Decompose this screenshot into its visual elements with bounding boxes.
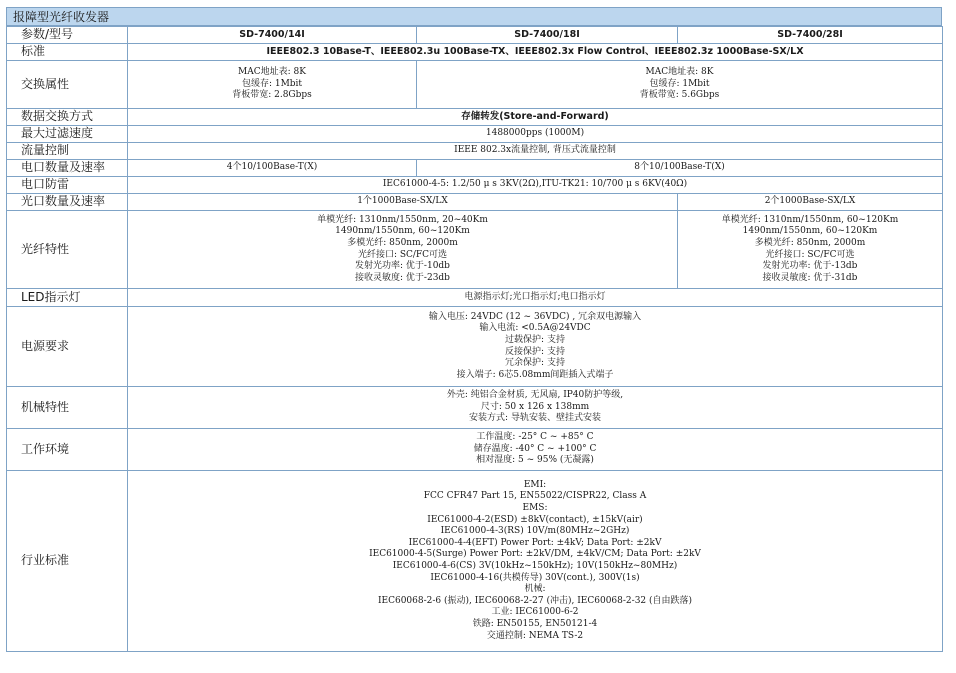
fiber-right — [678, 211, 943, 289]
row-flow-control — [7, 143, 943, 160]
model-18i: SD-7400/18I — [417, 27, 678, 44]
text-line: 单模光纤: 1310nm/1550nm, 60~120Km — [721, 214, 899, 225]
text-line: 光纤接口: SC/FC可选 — [357, 249, 448, 260]
row-filter-rate — [7, 126, 943, 143]
row-eport — [7, 160, 943, 177]
text-line: 单模光纤: 1310nm/1550nm, 20~40Km — [317, 214, 488, 225]
text-line: 接收灵敏度: 优于-23db — [355, 272, 450, 283]
text-line: 外壳: 纯铝合金材质, 无风扇, IP40防护等级, — [446, 390, 624, 401]
text-line: 发射光功率: 优于-13db — [762, 261, 858, 272]
row-standard — [7, 44, 943, 61]
switching-right — [417, 61, 943, 109]
text-line: 背板带宽: 2.8Gbps — [232, 90, 312, 101]
row-environment — [7, 429, 943, 471]
text-line: IEC61000-4-3(RS) 10V/m(80MHz~2GHz) — [440, 526, 630, 537]
text-line: 工业: IEC61000-6-2 — [491, 607, 579, 618]
row-label: 电口数量及速率 — [7, 160, 128, 177]
text-line: 包缓存: 1Mbit — [649, 78, 710, 89]
text-line: 相对湿度: 5 ~ 95% (无凝露) — [476, 455, 594, 466]
text-line: 1490nm/1550nm, 60~120Km — [742, 226, 878, 237]
oport-right: 2个1000Base-SX/LX — [678, 194, 943, 211]
row-label: 电源要求 — [7, 307, 128, 387]
row-label: LED指示灯 — [7, 289, 128, 307]
switching-left — [128, 61, 417, 109]
model-14i: SD-7400/14I — [128, 27, 417, 44]
text-line: 过载保护: 支持 — [505, 334, 565, 345]
row-label: 行业标准 — [7, 471, 128, 652]
text-line: 多模光纤: 850nm, 2000m — [347, 237, 458, 248]
text-line: 光纤接口: SC/FC可选 — [765, 249, 855, 260]
text-line: 背板带宽: 5.6Gbps — [639, 90, 720, 101]
power-value — [128, 307, 943, 387]
row-label: 交换属性 — [7, 61, 128, 109]
text-line: IEC61000-4-6(CS) 3V(10kHz~150kHz); 10V(150kHz~80MHz) — [392, 561, 678, 571]
text-line: 铁路: EN50155, EN50121-4 — [472, 618, 598, 629]
spec-sheet — [6, 7, 942, 652]
text-line: 冗余保护: 支持 — [505, 358, 565, 369]
sheet-title: 报障型光纤收发器 — [6, 7, 942, 26]
text-line: 1490nm/1550nm, 60~120Km — [335, 226, 470, 237]
text-line: 接收灵敏度: 优于-31db — [762, 272, 858, 283]
row-industry — [7, 471, 943, 652]
row-label: 流量控制 — [7, 143, 128, 160]
mechanical-value — [128, 387, 943, 429]
row-surge — [7, 177, 943, 194]
text-line: IEC61000-4-2(ESD) ±8kV(contact), ±15kV(air) — [427, 514, 643, 525]
header-row — [7, 27, 943, 44]
row-power — [7, 307, 943, 387]
text-line: 储存温度: -40° C ~ +100° C — [473, 443, 597, 454]
model-28i: SD-7400/28I — [678, 27, 943, 44]
text-line: IEC60068-2-6 (振动), IEC60068-2-27 (冲击), IEC60068-2-32 (自由跌落) — [377, 595, 693, 606]
text-line: 包缓存: 1Mbit — [241, 78, 303, 89]
row-switching — [7, 61, 943, 109]
oport-left: 1个1000Base-SX/LX — [128, 194, 678, 211]
param-model-label: 参数/型号 — [7, 27, 128, 44]
text-line: IEC61000-4-5(Surge) Power Port: ±2kV/DM, ±4kV/CM; Data Port: ±2kV — [369, 549, 701, 560]
industry-value — [128, 471, 943, 652]
text-line: 多模光纤: 850nm, 2000m — [754, 237, 866, 248]
led-value: 电源指示灯;光口指示灯;电口指示灯 — [128, 289, 943, 307]
surge-value: IEC61000-4-5: 1.2/50 μ s 3KV(2Ω),ITU-TK21: 10/700 μ s 6KV(40Ω) — [128, 177, 943, 194]
text-line: 尺寸: 50 x 126 x 138mm — [480, 401, 590, 412]
eport-left: 4个10/100Base-T(X) — [128, 160, 417, 177]
text-line: FCC CFR47 Part 15, EN55022/CISPR22, Class A — [423, 491, 647, 502]
text-line: IEC61000-4-4(EFT) Power Port: ±4kV; Data Port: ±2kV — [408, 537, 662, 548]
environment-value — [128, 429, 943, 471]
fiber-left — [128, 211, 678, 289]
row-label: 光纤特性 — [7, 211, 128, 289]
data-mode-value: 存储转发(Store-and-Forward) — [128, 109, 943, 126]
text-line: EMI: — [523, 479, 547, 490]
text-line: 工作温度: -25° C ~ +85° C — [476, 432, 594, 443]
text-line: IEC61000-4-16(共模传导) 30V(cont.), 300V(1s) — [430, 572, 640, 583]
row-led — [7, 289, 943, 307]
text-line: 安装方式: 导轨安装、壁挂式安装 — [469, 413, 601, 424]
row-oport — [7, 194, 943, 211]
row-label: 光口数量及速率 — [7, 194, 128, 211]
row-label: 电口防雷 — [7, 177, 128, 194]
text-line: 输入电压: 24VDC (12 ~ 36VDC) , 冗余双电源输入 — [428, 311, 642, 322]
spec-table — [6, 26, 943, 652]
row-data-mode — [7, 109, 943, 126]
row-label: 标准 — [7, 44, 128, 61]
flow-control-value: IEEE 802.3x流量控制, 背压式流量控制 — [128, 143, 943, 160]
filter-rate-value: 1488000pps (1000M) — [128, 126, 943, 143]
standard-value: IEEE802.3 10Base-T、IEEE802.3u 100Base-TX、IEEE802.3x Flow Control、IEEE802.3z 1000Base-SX/LX — [128, 44, 943, 61]
text-line: MAC地址表: 8K — [238, 67, 306, 78]
row-fiber — [7, 211, 943, 289]
text-line: MAC地址表: 8K — [645, 67, 714, 78]
text-line: 输入电流: <0.5A@24VDC — [479, 323, 591, 334]
text-line: 接入端子: 6芯5.08mm间距插入式端子 — [456, 369, 614, 380]
eport-right: 8个10/100Base-T(X) — [417, 160, 943, 177]
row-label: 数据交换方式 — [7, 109, 128, 126]
text-line: 机械: — [524, 584, 546, 595]
text-line: 交通控制: NEMA TS-2 — [486, 630, 584, 641]
text-line: EMS: — [522, 503, 548, 514]
text-line: 发射光功率: 优于-10db — [355, 261, 450, 272]
text-line: 反接保护: 支持 — [505, 346, 565, 357]
row-label: 最大过滤速度 — [7, 126, 128, 143]
row-label: 机械特性 — [7, 387, 128, 429]
row-mechanical — [7, 387, 943, 429]
row-label: 工作环境 — [7, 429, 128, 471]
